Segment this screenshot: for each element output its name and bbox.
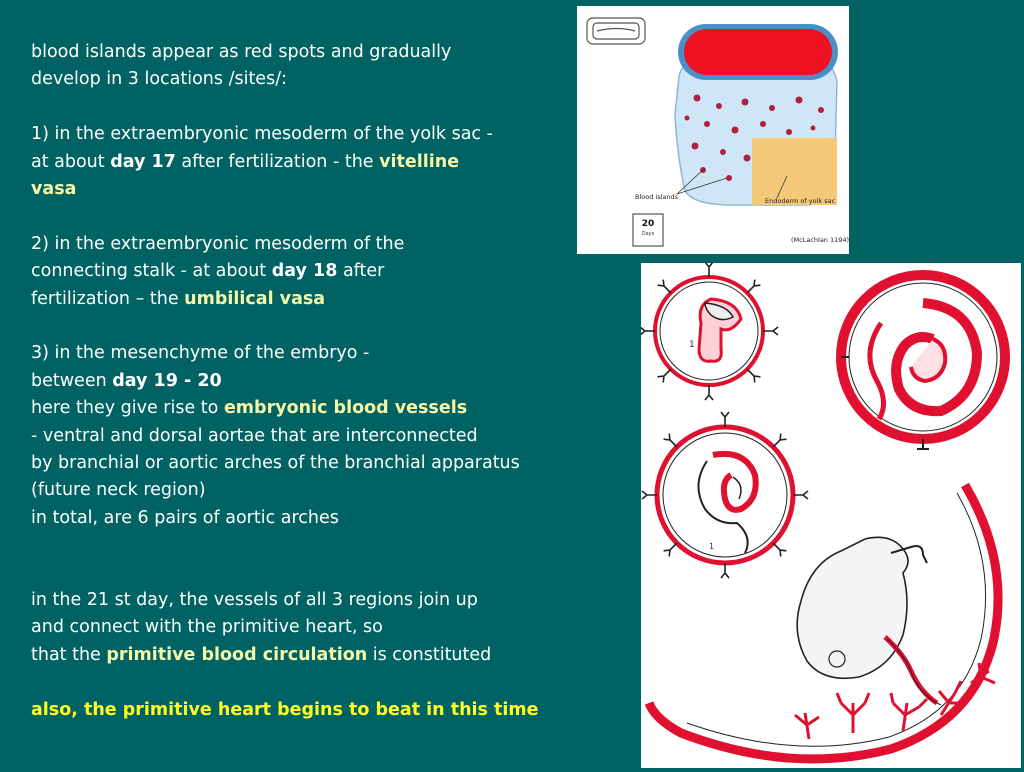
site2-term: umbilical vasa xyxy=(184,288,326,309)
site2-text-c: fertilization – the xyxy=(31,288,185,309)
site3-line-4: - ventral and dorsal aortae that are interconnected xyxy=(31,425,478,446)
site3-line-2 xyxy=(31,368,631,395)
site3-line-6: (future neck region) xyxy=(31,480,206,501)
site2-line-2 xyxy=(31,258,631,285)
site1-term-1: vitelline xyxy=(379,151,460,172)
stage-1-chorion xyxy=(641,263,778,400)
site1-line-2 xyxy=(31,149,631,176)
site3-text: between xyxy=(31,370,113,391)
site2-line-3 xyxy=(31,286,631,313)
stage-2-chorion xyxy=(841,275,1005,449)
site2-text: connecting stalk - at about xyxy=(31,261,272,282)
site1-text: at about xyxy=(31,151,111,172)
intro-line-2: develop in 3 locations /sites/: xyxy=(31,69,287,90)
stage-3-chorion xyxy=(642,412,808,578)
stage-4-chorion xyxy=(649,485,998,759)
red-cavity xyxy=(684,29,832,75)
days-box xyxy=(633,214,663,246)
site1-text-b: after fertilization - the xyxy=(175,151,380,172)
day21-line-2: and connect with the primitive heart, so xyxy=(31,617,383,638)
inset-embryo-sketch xyxy=(587,18,645,44)
site3-line-3 xyxy=(31,395,631,422)
yolk-sac-figure xyxy=(577,6,849,254)
site3-line-7: in total, are 6 pairs of aortic arches xyxy=(31,507,339,528)
yolk-sac-illustration xyxy=(577,6,849,254)
site3-day: day 19 - 20 xyxy=(112,370,222,391)
site3-line-1: 3) in the mesenchyme of the embryo - xyxy=(31,343,370,364)
intro-line-1: blood islands appear as red spots and gradually xyxy=(31,42,452,62)
days-number: 20 xyxy=(641,219,655,229)
figure-credit: (McLachlan 1194) xyxy=(791,236,849,244)
site1-day: day 17 xyxy=(110,151,176,172)
slide-text xyxy=(31,39,631,724)
site1-line-1: 1) in the extraembryonic mesoderm of the yolk sac - xyxy=(31,124,493,145)
site2-text-b: after xyxy=(337,261,385,282)
day21-text-b: is constituted xyxy=(367,644,492,665)
day21-term: primitive blood circulation xyxy=(106,644,368,665)
day21-line-1: in the 21 st day, the vessels of all 3 regions join up xyxy=(31,590,478,611)
umbilical-cord xyxy=(885,637,937,703)
label-endoderm: Endoderm of yolk sac xyxy=(765,197,836,205)
stage-label-1: 1 xyxy=(689,340,695,350)
day21-text: that the xyxy=(31,644,107,665)
site3-text-b: here they give rise to xyxy=(31,398,224,419)
day21-line-3 xyxy=(31,642,631,669)
endoderm-region xyxy=(752,138,837,205)
embryo-stages-illustration xyxy=(641,263,1021,768)
embryo-stages-figure xyxy=(641,263,1021,768)
days-word: Days xyxy=(641,231,655,237)
site3-line-5: by branchial or aortic arches of the branchial apparatus xyxy=(31,453,520,474)
stage-label-3: 1 xyxy=(709,542,715,551)
site3-term: embryonic blood vessels xyxy=(223,398,468,419)
label-blood-islands: Blood islands xyxy=(635,193,679,201)
site1-line-3: vasa xyxy=(31,179,77,200)
site2-line-1: 2) in the extraembryonic mesoderm of the xyxy=(31,233,405,254)
heartbeat-line: also, the primitive heart begins to beat in this time xyxy=(31,699,539,720)
embryo-body xyxy=(797,537,908,678)
site2-day: day 18 xyxy=(271,261,338,282)
